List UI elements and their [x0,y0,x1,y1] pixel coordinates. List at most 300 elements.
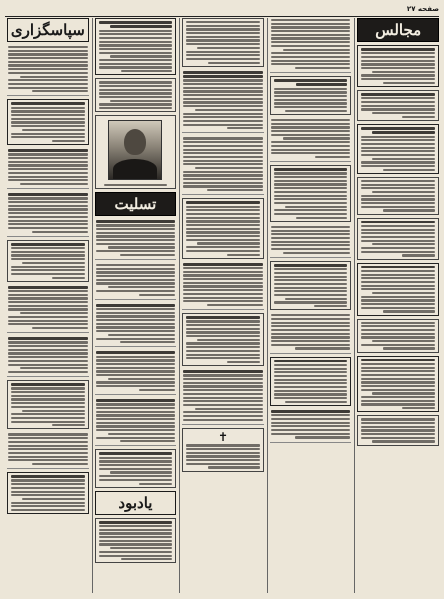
text-line [96,290,176,292]
column-3 [179,18,264,593]
text-line [361,229,435,231]
notice [7,45,89,96]
notice [7,336,89,377]
notice [357,177,439,215]
text-line [361,299,435,301]
text-line [8,456,88,458]
text-line [186,320,260,322]
text-line [271,422,351,424]
text-line [274,91,348,93]
text-line [274,99,348,101]
text-line [361,240,435,242]
text-line [183,382,263,384]
text-line [52,277,85,279]
text-line [11,254,85,256]
text-line [183,385,263,387]
text-line [11,487,85,489]
text-line [186,235,260,237]
text-line [274,364,348,366]
text-line [383,209,435,211]
text-line [96,224,176,226]
text-line [383,169,435,171]
text-line [271,41,351,43]
column-1 [354,18,439,593]
notice [270,76,352,115]
text-line [11,406,85,408]
text-line [183,267,263,269]
text-line [8,57,88,59]
text-line [8,433,88,435]
text-line [361,396,435,398]
text-line [186,28,260,30]
text-line [271,230,351,232]
text-line [11,136,85,138]
text-line [271,241,351,243]
text-line [271,248,351,250]
text-line [8,316,88,318]
text-line [8,220,88,222]
notice [7,99,89,145]
portrait-photo [108,120,162,180]
text-line [11,402,85,404]
text-line [361,418,435,420]
notice [270,18,352,73]
text-line [274,368,348,370]
text-line [8,308,88,310]
text-line [8,297,88,299]
text-line [183,393,263,395]
text-line [8,352,88,354]
text-line [183,278,263,280]
text-line [208,62,260,64]
text-line [183,87,263,89]
text-line [20,367,88,369]
text-line [96,414,176,416]
text-line [183,163,263,165]
text-line [274,88,348,90]
text-line [104,184,167,186]
text-line [110,547,173,549]
column-5 [5,18,89,593]
text-line [274,371,348,373]
text-line [361,359,435,362]
text-line [183,289,263,291]
text-line [361,247,435,249]
text-line [96,312,176,314]
text-line [96,275,176,277]
text-line [402,254,435,256]
text-line [20,76,88,78]
text-line [361,322,435,324]
text-line [183,271,263,273]
text-line [96,359,176,361]
text-line [183,263,263,266]
text-line [96,399,176,402]
text-line [11,421,85,423]
text-line [271,410,351,413]
text-line [183,282,263,284]
text-line [186,239,260,241]
text-line [186,58,260,60]
text-line [96,250,176,252]
text-line [96,429,176,431]
text-line [108,433,176,435]
text-line [99,59,173,61]
notice [95,303,177,348]
notice [270,357,352,406]
text-line [183,156,263,158]
text-line [186,228,260,230]
cross-icon: ✝ [217,429,229,444]
text-line [361,433,435,435]
text-line [8,72,88,74]
text-line [11,395,85,397]
text-line [271,226,351,228]
text-line [274,176,348,178]
text-line [52,424,85,426]
text-line [296,83,348,86]
text-line [8,149,88,152]
text-line [361,184,435,186]
text-line [186,444,260,446]
text-line [96,282,176,284]
text-line [361,78,435,80]
text-line [99,468,173,470]
text-line [361,60,435,62]
text-line [32,463,88,465]
text-line [195,167,263,169]
notice [270,225,352,258]
text-line [8,345,88,347]
text-line [274,390,348,392]
text-line [274,191,348,193]
text-line [8,364,88,366]
text-line [274,272,348,274]
text-line [99,460,173,462]
text-line [186,51,260,53]
text-line [186,209,260,211]
text-line [271,60,351,62]
text-line [183,411,263,413]
text-line [8,179,88,181]
text-line [8,452,88,454]
text-line [99,543,173,545]
text-line [271,26,351,28]
text-line [361,344,435,346]
text-line [361,101,435,103]
columns [5,18,439,593]
notice [95,263,177,300]
text-line [271,23,351,25]
text-line [183,171,263,173]
text-line [186,201,260,204]
text-line [227,361,260,363]
notice [357,90,439,121]
text-line [183,419,263,421]
text-line [361,381,435,383]
text-line [361,385,435,387]
text-line [139,389,175,391]
text-line [11,251,85,253]
text-line [11,505,85,507]
text-line [361,206,435,208]
text-line [8,176,88,178]
text-line [8,341,88,343]
text-line [361,105,435,107]
text-line [8,50,88,52]
text-line [11,413,85,415]
text-line [8,68,88,70]
text-line [96,228,176,230]
text-line [271,333,351,335]
text-line [183,94,263,96]
text-line [99,81,173,83]
text-line [361,303,435,305]
text-line [183,400,263,402]
text-line [186,231,260,233]
text-line [271,429,351,431]
text-line [186,350,260,352]
text-line [361,277,435,279]
text-line [52,140,85,142]
text-line [274,79,348,82]
notice [182,18,264,67]
text-line [183,185,263,187]
text-line [183,274,263,276]
text-line [8,193,88,196]
text-line [315,156,351,158]
text-line [183,297,263,299]
text-line [99,464,173,466]
text-line [8,197,88,199]
text-line [183,174,263,176]
text-line [99,63,173,65]
text-line [11,383,85,386]
text-line [274,393,348,395]
text-line [274,360,348,363]
notice [7,285,89,333]
text-line [186,32,260,34]
text-line [99,66,173,68]
text-line [11,258,85,260]
text-line [99,555,173,557]
text-line [271,233,351,235]
text-line [110,25,173,28]
text-line [99,525,173,527]
text-line [183,160,263,162]
text-line [22,498,85,500]
notice [95,350,177,395]
text-line [186,463,260,465]
text-line [183,374,263,376]
text-line [8,79,88,81]
text-line [11,243,85,246]
text-line [283,49,351,51]
text-line [271,336,351,338]
text-line [183,101,263,103]
heading-tasliat: تسلیت [95,192,177,216]
text-line [361,285,435,287]
text-line [99,536,173,538]
text-line [271,329,351,331]
text-line [11,502,85,504]
notice [95,78,177,112]
text-line [361,374,435,376]
text-line [271,152,351,154]
column-2 [267,18,352,593]
text-line [8,441,88,443]
text-line [96,326,176,328]
text-line [96,425,176,427]
text-line [99,37,173,39]
notice [357,415,439,445]
text-line [99,529,173,531]
text-line [8,294,88,296]
text-line [361,97,435,99]
text-line [274,187,348,189]
text-line [361,147,435,149]
text-line [96,356,176,358]
text-line [274,276,348,278]
text-line [361,187,435,189]
text-line [361,325,435,327]
text-line [99,103,173,105]
text-line [8,212,88,214]
text-line [274,287,348,289]
text-line [271,45,351,47]
text-line [110,55,173,57]
text-line [361,161,435,163]
text-line [271,34,351,36]
text-line [183,182,263,184]
text-line [11,509,85,511]
text-line [96,418,176,420]
text-line [271,325,351,327]
text-line [361,63,435,65]
text-line [186,357,260,359]
text-line [274,95,348,97]
text-line [271,237,351,239]
text-line [361,251,435,253]
text-line [11,125,85,127]
text-line [207,189,263,191]
text-line [271,318,351,320]
text-line [186,39,260,41]
text-line [99,521,173,524]
text-line [361,108,435,110]
text-line [99,540,173,542]
text-line [285,298,348,300]
text-line [274,198,348,200]
notice [357,45,439,87]
text-line [8,305,88,307]
text-line [22,262,85,264]
text-line [271,244,351,246]
notice [182,369,264,425]
text-line [108,378,176,380]
text-line [8,349,88,351]
text-line [285,401,348,403]
notice [95,449,177,487]
notice [182,262,264,310]
text-line [96,351,176,354]
text-line [283,252,351,254]
text-line [296,217,348,219]
text-line [96,271,176,273]
text-line [186,324,260,326]
text-line [183,378,263,380]
text-line [139,294,175,296]
notice [7,148,89,189]
text-line [361,363,435,365]
text-line [183,98,263,100]
text-line [271,425,351,427]
text-line [361,236,435,238]
text-line [8,356,88,358]
text-line [274,180,348,182]
text-line [8,286,88,289]
text-line [20,312,88,314]
text-line [271,63,351,65]
notice [182,70,264,134]
text-line [283,137,351,139]
text-line [99,21,173,24]
text-line [96,235,176,237]
text-line [271,56,351,58]
text-line [195,408,263,410]
text-line [372,243,435,245]
text-line [186,331,260,333]
text-line [361,143,435,145]
text-line [11,494,85,496]
notice [95,219,177,260]
text-line [96,374,176,376]
notice [7,432,89,469]
notice [357,319,439,353]
text-line [372,131,435,134]
text-line [183,415,263,417]
text-line [8,46,88,48]
text-line [96,308,176,310]
text-line [96,315,176,317]
text-line [274,172,348,174]
text-line [361,52,435,54]
text-line [361,333,435,335]
text-line [8,153,88,155]
text-line [183,404,263,406]
heading-yadbood: یادبود [95,491,177,515]
text-line [96,385,176,387]
text-line [96,338,176,340]
notice [357,124,439,174]
text-line [361,127,435,130]
text-line [274,386,348,388]
text-line [8,323,88,325]
page-number: صفحه ۲۷ [406,5,439,13]
text-line [96,239,176,241]
text-line [186,335,260,337]
text-line [183,90,263,92]
text-line [207,304,263,306]
text-line [314,305,347,307]
text-line [361,329,435,331]
text-line [99,89,173,91]
text-line [271,433,351,435]
text-line [183,75,263,78]
text-line [99,457,173,459]
text-line [8,290,88,292]
text-line [271,119,351,121]
